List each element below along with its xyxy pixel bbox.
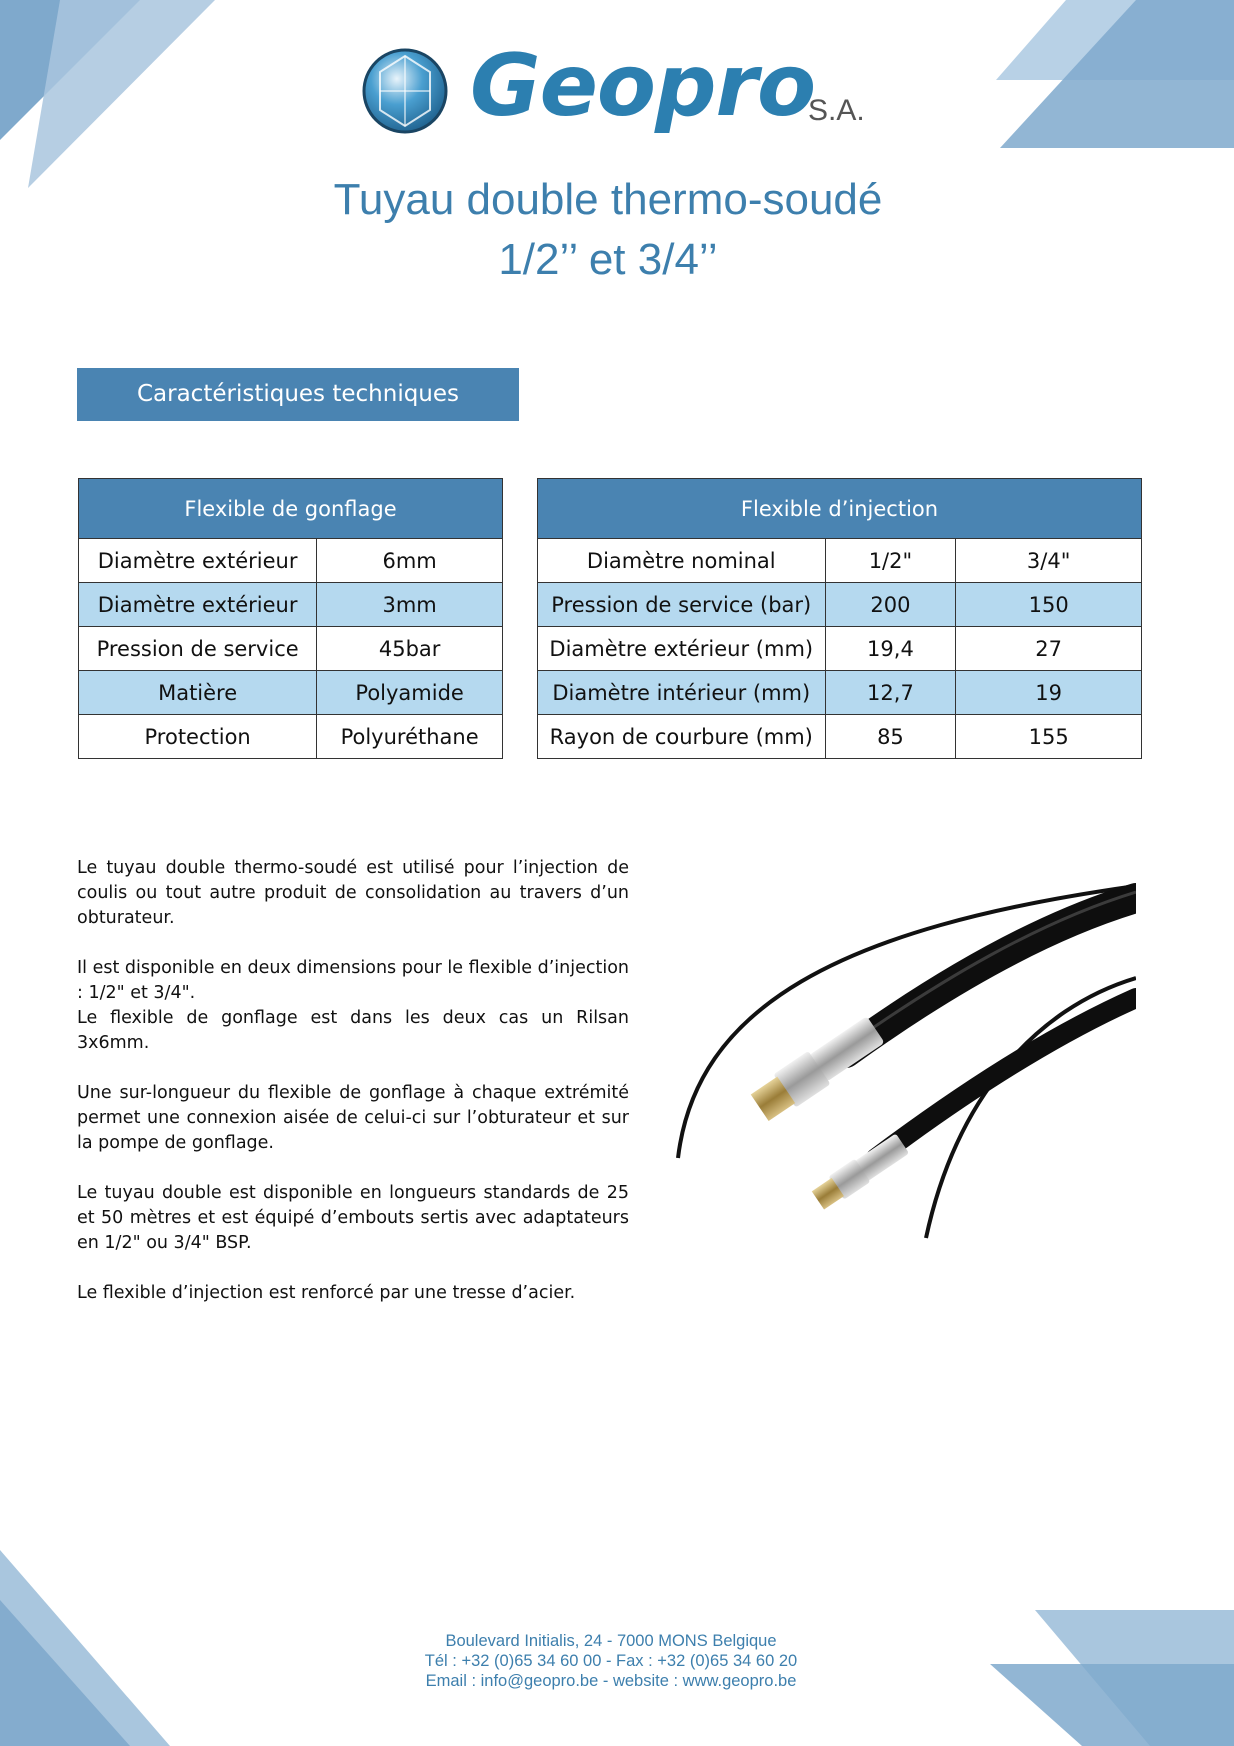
table-cell: 19,4 bbox=[825, 627, 956, 671]
description-paragraph: Le tuyau double est disponible en longueurs standards de 25 et 50 mètres et est équipé d’embouts sertis avec adaptateurs en 1/2" ou 3/4" BSP. bbox=[77, 1183, 629, 1253]
table-row bbox=[538, 715, 1142, 759]
table-cell: Diamètre intérieur (mm) bbox=[538, 671, 826, 715]
description-paragraph: Le tuyau double thermo-soudé est utilisé pour l’injection de coulis ou tout autre produit de consolidation au travers d’un obturateur. bbox=[77, 858, 629, 928]
footer-address: Boulevard Initialis, 24 - 7000 MONS Belgique bbox=[445, 1632, 777, 1650]
table-cell: 45bar bbox=[317, 627, 503, 671]
page-title-line-2: 1/2’’ et 3/4’’ bbox=[498, 235, 718, 284]
description-paragraph: Il est disponible en deux dimensions pour le flexible d’injection : 1/2" et 3/4". bbox=[77, 958, 629, 1003]
logo-suffix: S.A. bbox=[808, 94, 865, 127]
injection-spec-table bbox=[537, 478, 1142, 759]
table-row bbox=[79, 715, 503, 759]
table-row bbox=[79, 583, 503, 627]
page-title-line-1: Tuyau double thermo-soudé bbox=[333, 175, 883, 224]
section-header: Caractéristiques techniques bbox=[77, 368, 519, 421]
gonflage-spec-table bbox=[78, 478, 503, 759]
table-cell: Diamètre extérieur bbox=[79, 539, 317, 583]
globe-logo-icon bbox=[362, 48, 448, 134]
table-cell: Matière bbox=[79, 671, 317, 715]
table-cell: 150 bbox=[956, 583, 1142, 627]
table-cell: Polyamide bbox=[317, 671, 503, 715]
table-row bbox=[79, 627, 503, 671]
table-cell: Pression de service (bar) bbox=[538, 583, 826, 627]
table-cell: Rayon de courbure (mm) bbox=[538, 715, 826, 759]
logo-wordmark: Geopro bbox=[470, 36, 816, 136]
table-row bbox=[79, 671, 503, 715]
table-row bbox=[79, 539, 503, 583]
table-cell: 19 bbox=[956, 671, 1142, 715]
table-row bbox=[538, 627, 1142, 671]
top-left-corner-decoration bbox=[0, 0, 220, 190]
table-row bbox=[538, 671, 1142, 715]
description-paragraph: Une sur-longueur du flexible de gonflage à chaque extrémité permet une connexion aisée de celui-ci sur l’obturateur et sur la pompe de gonflage. bbox=[77, 1083, 629, 1153]
table-cell: 27 bbox=[956, 627, 1142, 671]
top-right-corner-decoration bbox=[996, 0, 1234, 150]
table-cell: Diamètre nominal bbox=[538, 539, 826, 583]
table-cell: Pression de service bbox=[79, 627, 317, 671]
table-cell: Diamètre extérieur bbox=[79, 583, 317, 627]
table-cell: 200 bbox=[825, 583, 956, 627]
footer-email: Email : info@geopro.be - website : www.geopro.be bbox=[425, 1672, 797, 1690]
description-paragraph: Le flexible de gonflage est dans les deux cas un Rilsan 3x6mm. bbox=[77, 1008, 629, 1053]
hose-product-photo bbox=[676, 858, 1136, 1240]
footer-phone: Tél : +32 (0)65 34 60 00 - Fax : +32 (0)65 34 60 20 bbox=[424, 1652, 798, 1670]
injection-table-header: Flexible d’injection bbox=[538, 479, 1142, 539]
table-cell: 3mm bbox=[317, 583, 503, 627]
table-cell: Polyuréthane bbox=[317, 715, 503, 759]
geopro-logo bbox=[362, 36, 882, 154]
table-row bbox=[538, 539, 1142, 583]
table-cell: 12,7 bbox=[825, 671, 956, 715]
table-cell: Protection bbox=[79, 715, 317, 759]
product-description bbox=[77, 856, 629, 1331]
table-cell: 6mm bbox=[317, 539, 503, 583]
table-cell: 85 bbox=[825, 715, 956, 759]
gonflage-table-header: Flexible de gonflage bbox=[79, 479, 503, 539]
table-cell: Diamètre extérieur (mm) bbox=[538, 627, 826, 671]
table-cell: 3/4" bbox=[956, 539, 1142, 583]
table-cell: 1/2" bbox=[825, 539, 956, 583]
description-paragraph: Le flexible d’injection est renforcé par une tresse d’acier. bbox=[77, 1283, 576, 1303]
table-cell: 155 bbox=[956, 715, 1142, 759]
table-row bbox=[538, 583, 1142, 627]
